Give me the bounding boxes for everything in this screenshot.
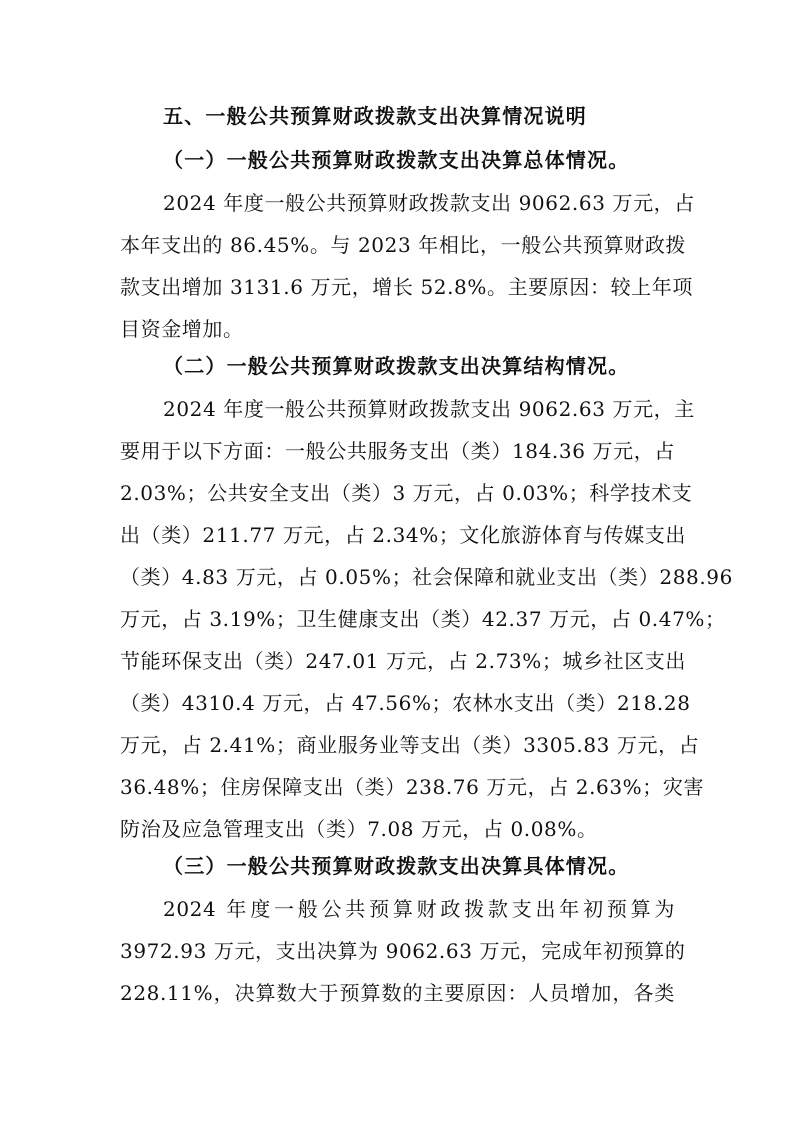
paragraph-line: 节能环保支出（类）247.01 万元，占 2.73%；城乡社区支出 [120,649,687,673]
paragraph-line: （类）4.83 万元，占 0.05%；社会保障和就业支出（类）288.96 [120,565,733,589]
paragraph-line: 出（类）211.77 万元，占 2.34%；文化旅游体育与传媒支出 [120,523,687,547]
paragraph-line: （类）4310.4 万元，占 47.56%；农林水支出（类）218.28 [120,691,691,715]
paragraph-line: 2.03%；公共安全支出（类）3 万元，占 0.03%；科学技术支 [120,481,693,505]
subsection-3-heading: （三）一般公共预算财政拨款支出决算具体情况。 [163,854,630,878]
paragraph-line: 万元，占 3.19%；卫生健康支出（类）42.37 万元，占 0.47%； [120,607,726,631]
paragraph-line: 3972.93 万元，支出决算为 9062.63 万元，完成年初预算的 [120,939,686,963]
paragraph-line: 要用于以下方面：一般公共服务支出（类）184.36 万元，占 [120,439,675,463]
paragraph-line: 目资金增加。 [120,317,244,341]
paragraph-line: 款支出增加 3131.6 万元，增长 52.8%。主要原因：较上年项 [120,275,693,299]
paragraph-line: 2024 年度一般公共预算财政拨款支出 9062.63 万元，主 [163,397,695,421]
paragraph-line: 防治及应急管理支出（类）7.08 万元，占 0.08%。 [120,817,598,841]
paragraph-line: 本年支出的 86.45%。与 2023 年相比，一般公共预算财政拨 [120,233,687,257]
paragraph-line: 36.48%；住房保障支出（类）238.76 万元，占 2.63%；灾害 [120,775,705,799]
subsection-1-heading: （一）一般公共预算财政拨款支出决算总体情况。 [163,148,630,172]
paragraph-line: 万元，占 2.41%；商业服务业等支出（类）3305.83 万元，占 [120,733,700,757]
subsection-2-heading: （二）一般公共预算财政拨款支出决算结构情况。 [163,354,630,378]
paragraph-line: 2024 年度一般公共预算财政拨款支出 9062.63 万元，占 [163,191,695,215]
paragraph-line: 2024 年度一般公共预算财政拨款支出年初预算为 [163,897,675,921]
paragraph-line: 228.11%，决算数大于预算数的主要原因：人员增加，各类 [120,981,675,1005]
section-title: 五、一般公共预算财政拨款支出决算情况说明 [163,104,587,128]
